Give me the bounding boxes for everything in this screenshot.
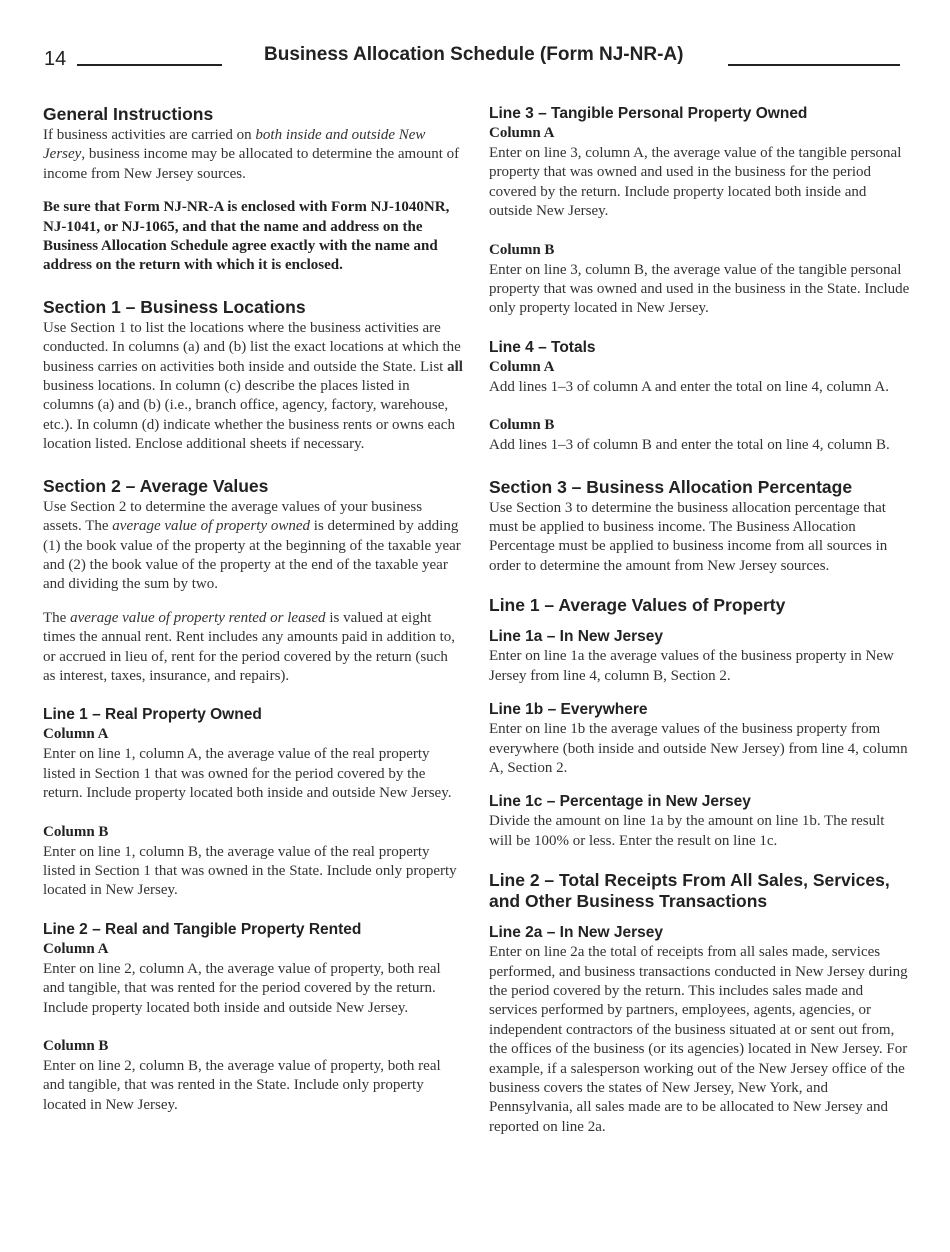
s3-line-1c-text: Divide the amount on line 1a by the amount on line 1b. The result will be 100% or less. Enter the result on line 1c. bbox=[489, 813, 885, 849]
line-1-column-b-heading: Column B bbox=[43, 823, 109, 840]
line-4-column-a-text: Add lines 1–3 of column A and enter the total on line 4, column A. bbox=[489, 378, 889, 395]
line-3-column-b-text: Enter on line 3, column B, the average value of the tangible personal property that was owned and used in the business in the State. Include only property located in New Jersey. bbox=[489, 261, 910, 317]
page-header bbox=[44, 44, 904, 74]
line-4-column-b-text: Add lines 1–3 of column B and enter the total on line 4, column B. bbox=[489, 437, 890, 454]
section-2-text-1: Use Section 2 to determine the average values of your business assets. The average value of property owned is determined by adding (1) the book value of the property at the beginning of the taxable year and (2) the book value of the property at the end of the taxable year and dividing the sum by two. bbox=[43, 498, 461, 593]
line-3-column-a-text: Enter on line 3, column A, the average value of the tangible personal property that was owned and used in the business for the period covered by the return. Include property located both inside and outside New Jersey. bbox=[489, 145, 902, 220]
left-column bbox=[43, 104, 463, 1115]
line-1-heading: Line 1 – Real Property Owned bbox=[43, 706, 262, 724]
line-1-column-a-heading: Column A bbox=[43, 726, 109, 743]
section-1-text: Use Section 1 to list the locations where the business activities are conducted. In columns (a) and (b) list the exact locations at which the business carries on activities both inside and outside the State. List all business locations. In column (c) describe the places listed in columns (a) and (b) (i.e., branch office, agency, factory, warehouse, etc.). In column (d) indicate whether the business rents or owns each location listed. Enclose additional sheets if necessary. bbox=[43, 319, 463, 453]
s3-line-1a-heading: Line 1a – In New Jersey bbox=[489, 628, 664, 646]
section-1-heading: Section 1 – Business Locations bbox=[43, 296, 306, 317]
section-2-heading: Section 2 – Average Values bbox=[43, 475, 269, 496]
s3-line-1c-heading: Line 1c – Percentage in New Jersey bbox=[489, 793, 751, 811]
line-1-column-a-text: Enter on line 1, column A, the average value of the real property listed in Section 1 that was owned for the period covered by the return. Include property located both inside and outside New Jersey. bbox=[43, 746, 452, 802]
s3-line-1b-text: Enter on line 1b the average values of the business property from everywhere (both inside and outside New Jersey) from line 4, column A, Section 2. bbox=[489, 721, 908, 776]
general-instructions-heading: General Instructions bbox=[43, 104, 214, 124]
s3-line-1-heading: Line 1 – Average Values of Property bbox=[489, 595, 786, 616]
line-2-column-a-heading: Column A bbox=[43, 940, 109, 957]
right-column bbox=[489, 104, 910, 1137]
header-rule-left bbox=[77, 64, 222, 66]
s3-line-1b-heading: Line 1b – Everywhere bbox=[489, 701, 648, 719]
page-number: 14 bbox=[44, 48, 67, 70]
header-rule-right bbox=[728, 64, 900, 66]
section-3-text: Use Section 3 to determine the business allocation percentage that must be applied to business income. The Business Allocation Percentage must be applied to business income from all sources in order to determine the amount from New Jersey sources. bbox=[489, 499, 888, 574]
line-4-column-a-heading: Column A bbox=[489, 358, 555, 375]
s3-line-1a-text: Enter on line 1a the average values of the business property in New Jersey from line 4, column B, Section 2. bbox=[489, 648, 894, 684]
line-2-column-b-text: Enter on line 2, column B, the average value of property, both real and tangible, that was rented in the State. Include only property located in New Jersey. bbox=[43, 1058, 441, 1113]
line-1-column-b-text: Enter on line 1, column B, the average value of the real property listed in Section 1 that was owned in the State. Include only property located in New Jersey. bbox=[43, 843, 457, 899]
s3-line-2-heading: Line 2 – Total Receipts From All Sales, Services, and Other Business Transactions bbox=[489, 870, 890, 912]
s3-line-2a-heading: Line 2a – In New Jersey bbox=[489, 924, 664, 942]
line-4-heading: Line 4 – Totals bbox=[489, 338, 596, 356]
line-3-column-a-heading: Column A bbox=[489, 125, 555, 141]
enclosure-notice: Be sure that Form NJ-NR-A is enclosed with Form NJ-1040NR, NJ-1041, or NJ-1065, and that the name and address on the Business Allocation Schedule agree exactly with the name and address on the return with which it is enclosed. bbox=[43, 199, 450, 274]
line-2-heading: Line 2 – Real and Tangible Property Rented bbox=[43, 920, 362, 938]
line-3-heading: Line 3 – Tangible Personal Property Owned bbox=[489, 105, 808, 122]
section-3-heading: Section 3 – Business Allocation Percentage bbox=[489, 476, 853, 497]
section-2-text-2: The average value of property rented or leased is valued at eight times the annual rent. Rent includes any amounts paid in addition to, or accrued in lieu of, rent for the period covered by the return (such as interest, taxes, insurance, and repairs). bbox=[43, 609, 456, 684]
page-title: Business Allocation Schedule (Form NJ-NR-A) bbox=[264, 44, 684, 65]
line-2-column-a-text: Enter on line 2, column A, the average value of property, both real and tangible, that was rented for the period covered by the return. Include property located both inside and outside New Jersey. bbox=[43, 960, 441, 1016]
general-instructions-text: If business activities are carried on both inside and outside New Jersey, business income may be allocated to determine the amount of income from New Jersey sources. bbox=[43, 127, 460, 182]
line-4-column-b-heading: Column B bbox=[489, 417, 555, 434]
line-2-column-b-heading: Column B bbox=[43, 1038, 109, 1054]
s3-line-2a-text: Enter on line 2a the total of receipts from all sales made, services performed, and business transactions conducted in New Jersey during the period covered by the return. This includes sales made and services performed by partners, employees, agents, agencies, or independent contractors of the business situated at or sent out from, the offices of the business (or its agencies) located in New Jersey. For example, if a salesperson working out of the New Jersey office of the business covers the states of New Jersey, New York, and Pennsylvania, all sales made are to be allocated to New Jersey and reported on line 2a. bbox=[489, 944, 908, 1135]
line-3-column-b-heading: Column B bbox=[489, 241, 555, 258]
